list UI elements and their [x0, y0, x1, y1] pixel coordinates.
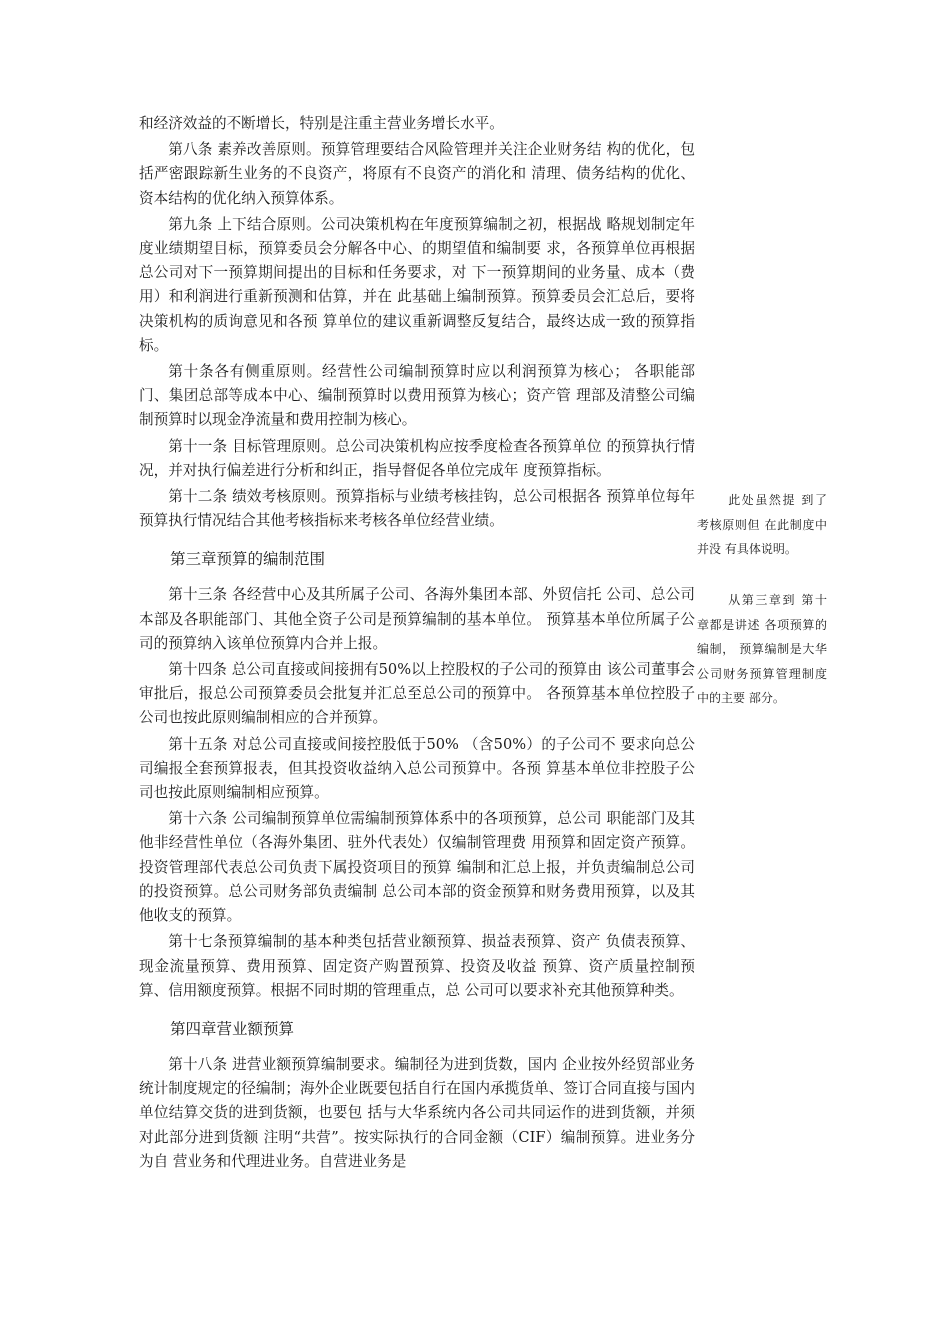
article-16: 第十六条 公司编制预算单位需编制预算体系中的各项预算，总公司 职能部门及其他非经营性单位（各海外集团、驻外代表处）仅编制管理费 用预算和固定资产预算。投资管理部代表总公司负责下属投资项目的预算 编制和汇总上报，并负责编制总公司的投资预算。总公司财务部负责编制 总公司本部的资金预算和财务费用预算，以及其他收支的预算。	[139, 810, 695, 925]
article-9: 第九条 上下结合原则。公司决策机构在年度预算编制之初，根据战 略规划制定年度业绩期望目标，预算委员会分解各中心、的期望值和编制要 求，各预算单位再根据总公司对下一预算期间提出的目标和任务要求，对 下一预算期间的业务量、成本（费用）和利润进行重新预测和估算，并在 此基础上编制预算。预算委员会汇总后，要将决策机构的质询意见和各预 算单位的建议重新调整反复结合，最终达成一致的预算指标。	[139, 215, 695, 354]
article-18: 第十八条 进营业额预算编制要求。编制径为进到货数，国内 企业按外经贸部业务统计制度规定的径编制；海外企业既要包括自行在国内承揽货单、签订合同直接与国内单位结算交货的进到货额，也要包 括与大华系统内各公司共同运作的进到货额，并须对此部分进到货额 注明“共营”。按实际执行的合同金额（CIF）编制预算。进业务分为自 营业务和代理进业务。自营进业务是	[139, 1055, 695, 1170]
paragraph-continuation: 和经济效益的不断增长，特别是注重主营业务增长水平。	[139, 115, 504, 132]
side-note-assessment	[697, 488, 827, 562]
article-10: 第十条各有侧重原则。经营性公司编制预算时应以利润预算为核心； 各职能部门、集团总部等成本中心、编制预算时以费用预算为核心；资产管 理部及清整公司编制预算时以现金净流量和费用控制为核心。	[139, 363, 695, 429]
article-14: 第十四条 总公司直接或间接拥有50%以上控股权的子公司的预算由 该公司董事会审批后，报总公司预算委员会批复并汇总至总公司的预算中。 各预算基本单位控股子公司也按此原则编制相应的合并预算。	[139, 661, 695, 727]
side-note-chapters	[697, 588, 827, 711]
chapter-3-heading: 第三章预算的编制范围	[170, 550, 326, 569]
article-13: 第十三条 各经营中心及其所属子公司、各海外集团本部、外贸信托 公司、总公司本部及各职能部门、其他全资子公司是预算编制的基本单位。 预算基本单位所属子公司的预算纳入该单位预算内合并上报。	[139, 586, 695, 652]
side-note-text: 从第三章到 第十章都是讲述 各项预算的编制， 预算编制是大华 公司财务预算管理制度中的主要 部分。	[697, 593, 827, 705]
article-17: 第十七条预算编制的基本种类包括营业额预算、损益表预算、资产 负债表预算、现金流量预算、费用预算、固定资产购置预算、投资及收益 预算、资产质量控制预算、信用额度预算。根据不同时期的管理重点，总 公司可以要求补充其他预算种类。	[139, 933, 695, 999]
side-note-text: 此处虽然提 到了考核原则但 在此制度中并没 有具体说明。	[697, 493, 827, 556]
article-11: 第十一条 目标管理原则。总公司决策机构应按季度检查各预算单位 的预算执行情况，并对执行偏差进行分析和纠正，指导督促各单位完成年 度预算指标。	[139, 437, 695, 479]
article-12: 第十二条 绩效考核原则。预算指标与业绩考核挂钩，总公司根据各 预算单位每年预算执行情况结合其他考核指标来考核各单位经营业绩。	[139, 488, 695, 530]
article-8: 第八条 素养改善原则。预算管理要结合风险管理并关注企业财务结 构的优化，包括严密跟踪新生业务的不良资产，将原有不良资产的消化和 清理、债务结构的优化、资本结构的优化纳入预算体系。	[139, 141, 695, 207]
article-15: 第十五条 对总公司直接或间接控股低于50% （含50%）的子公司不 要求向总公司编报全套预算报表，但其投资收益纳入总公司预算中。各预 算基本单位非控股子公司也按此原则编制相应预算。	[139, 735, 695, 802]
document-body	[139, 112, 695, 1176]
chapter-4-heading: 第四章营业额预算	[170, 1019, 295, 1038]
